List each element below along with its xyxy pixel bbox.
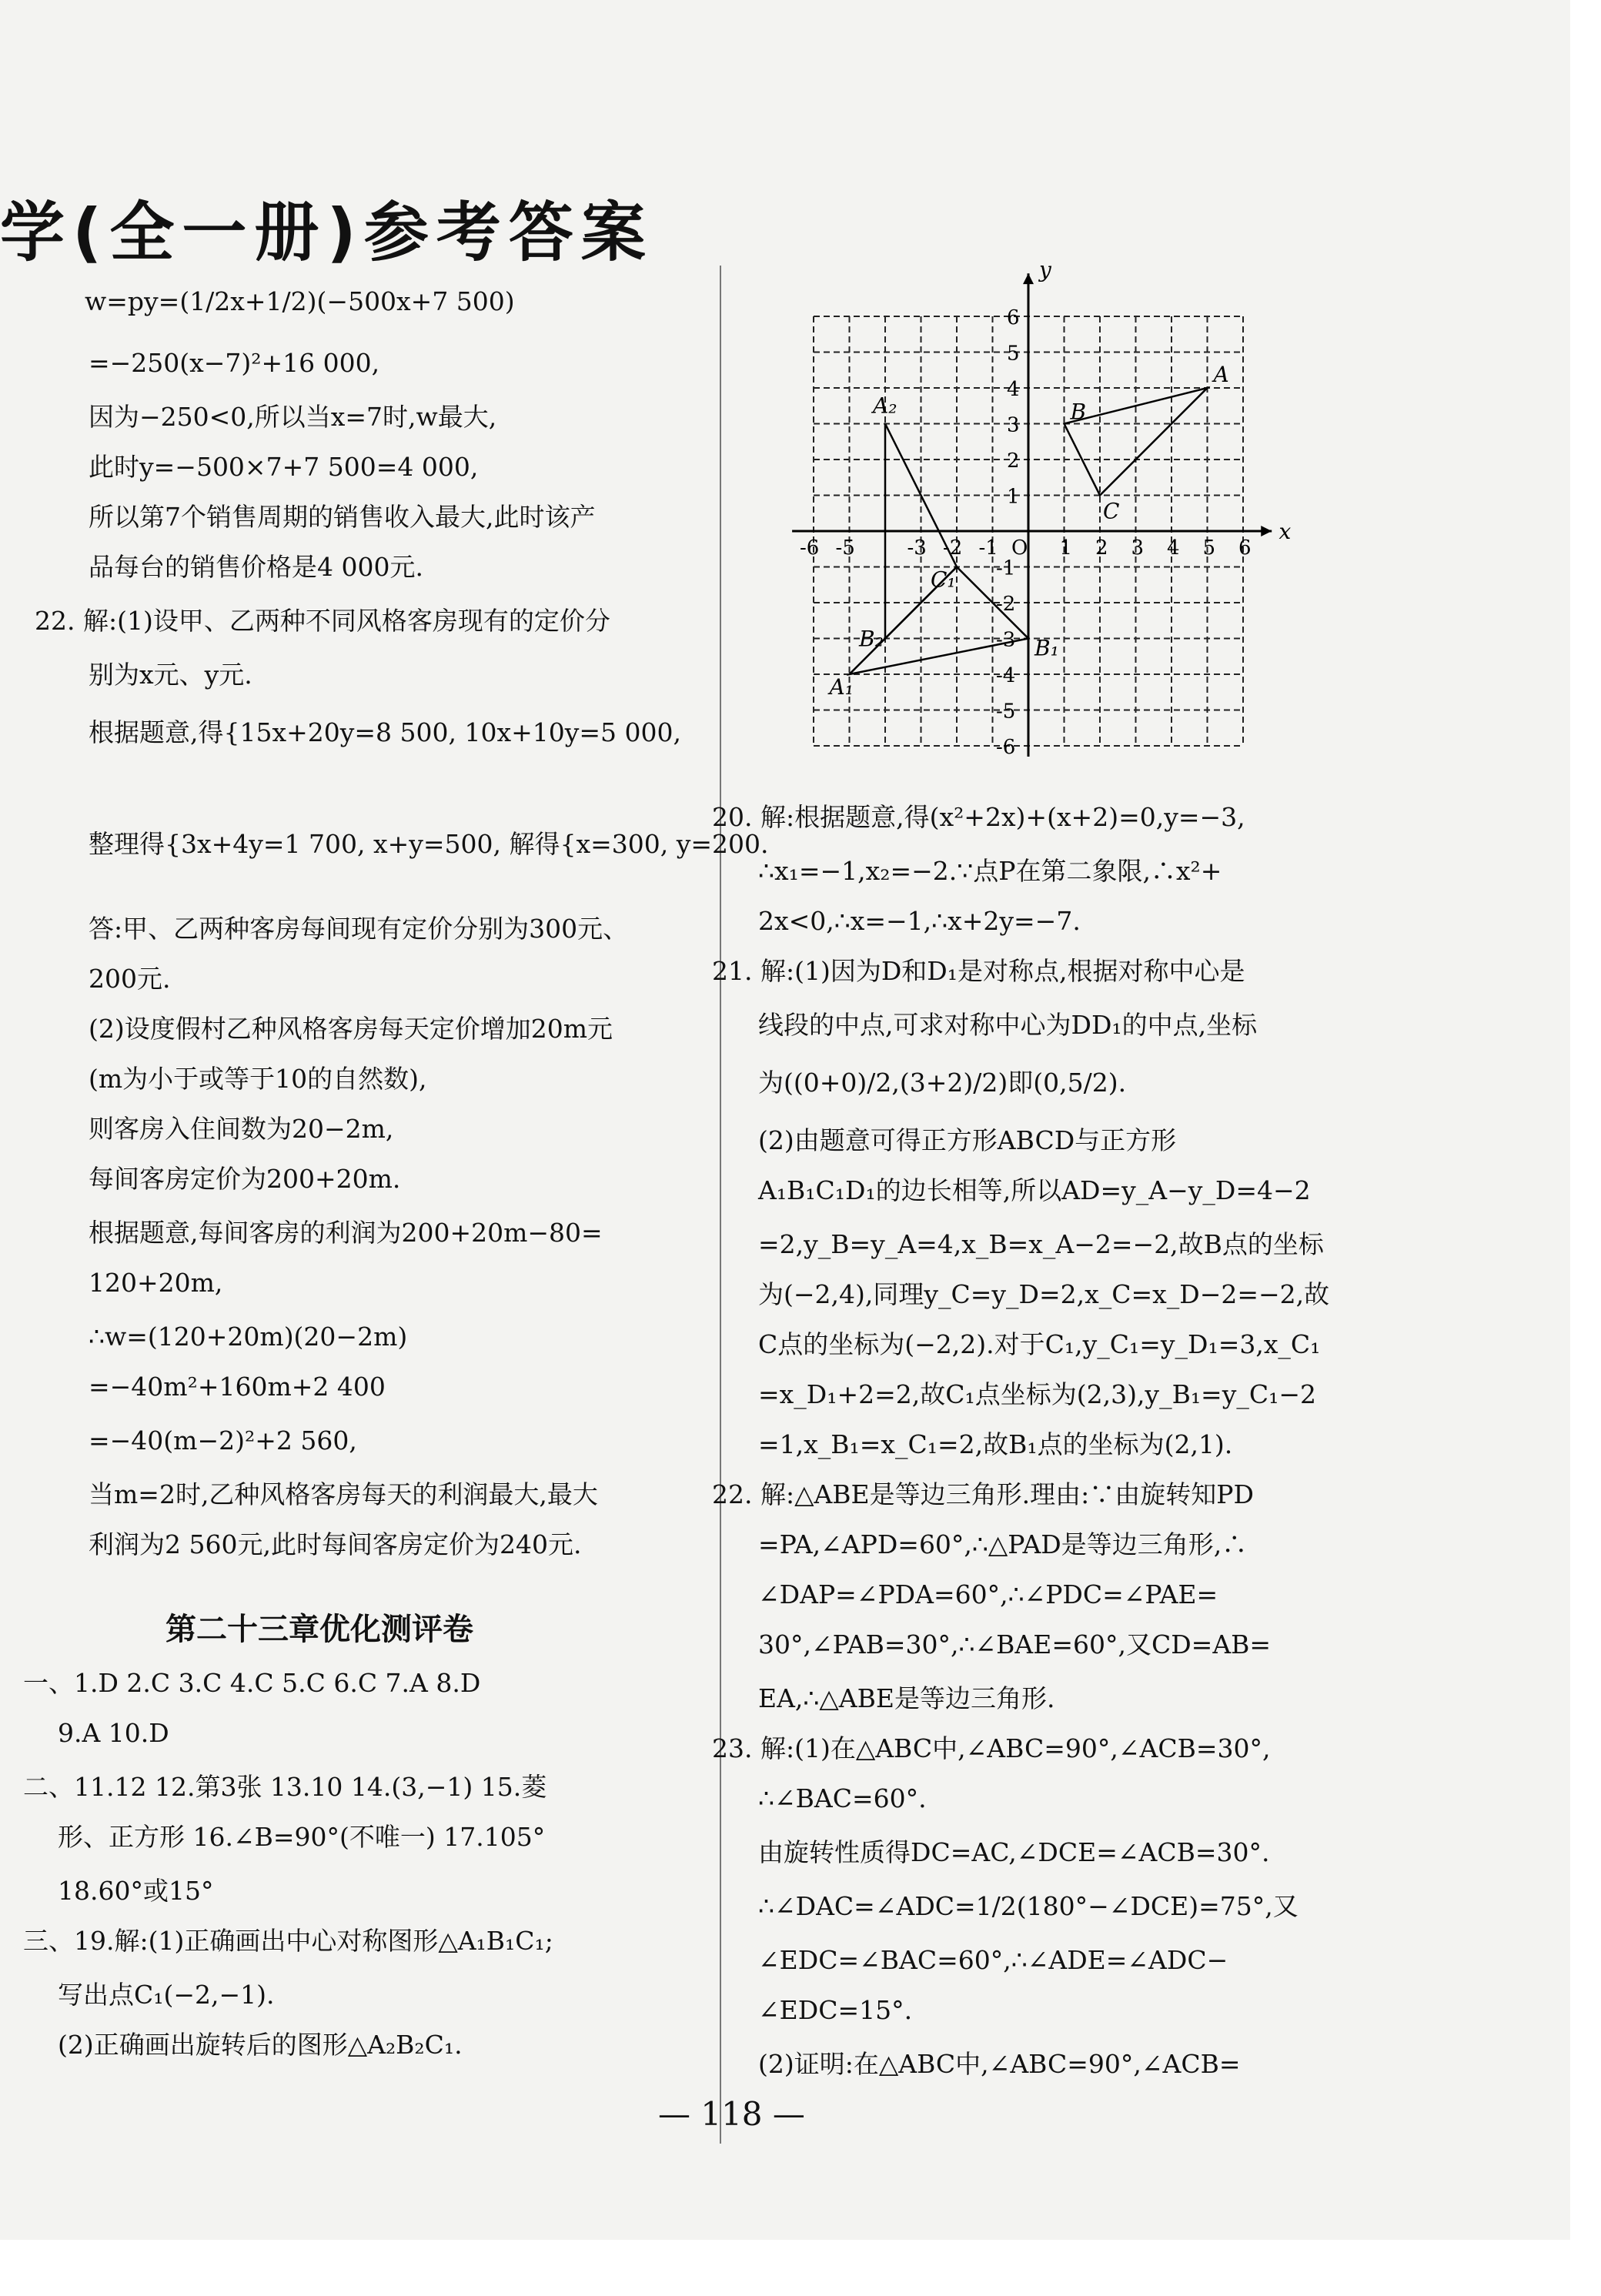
text-line: 则客房入住间数为20−2m, bbox=[89, 1114, 394, 1144]
text-line: 别为x元、y元. bbox=[89, 660, 252, 690]
text-line: (2)证明:在△ABC中,∠ABC=90°,∠ACB= bbox=[758, 2049, 1241, 2079]
text-line: =−40m²+160m+2 400 bbox=[89, 1372, 386, 1402]
x-tick-label: -5 bbox=[835, 536, 855, 560]
x-tick-label: -1 bbox=[978, 536, 998, 560]
text-line: =2,y_B=y_A=4,x_B=x_A−2=−2,故B点的坐标 bbox=[758, 1229, 1324, 1259]
text-line: C点的坐标为(−2,2).对于C₁,y_C₁=y_D₁=3,x_C₁ bbox=[758, 1329, 1321, 1359]
text-line: 120+20m, bbox=[89, 1268, 223, 1298]
text-line: 根据题意,每间客房的利润为200+20m−80= bbox=[89, 1218, 603, 1248]
x-tick-label: 1 bbox=[1059, 536, 1073, 560]
section-title: 第二十三章优化测评卷 bbox=[165, 1612, 473, 1647]
y-tick-label: 4 bbox=[1007, 378, 1020, 401]
text-line: ∠EDC=15°. bbox=[758, 1995, 913, 2025]
text-line: =−40(m−2)²+2 560, bbox=[89, 1425, 357, 1455]
text-line: w=py=(1/2x+1/2)(−500x+7 500) bbox=[85, 286, 515, 316]
text-line: =−250(x−7)²+16 000, bbox=[89, 348, 380, 378]
text-line: ∴w=(120+20m)(20−2m) bbox=[89, 1322, 408, 1352]
y-tick-label: -2 bbox=[996, 593, 1016, 616]
text-line: =x_D₁+2=2,故C₁点坐标为(2,3),y_B₁=y_C₁−2 bbox=[758, 1379, 1316, 1409]
point-label: B₁ bbox=[1034, 635, 1059, 661]
text-line: 线段的中点,可求对称中心为DD₁的中点,坐标 bbox=[758, 1010, 1258, 1040]
x-axis-label: x bbox=[1278, 519, 1292, 544]
text-line: ∠EDC=∠BAC=60°,∴∠ADE=∠ADC− bbox=[758, 1945, 1228, 1975]
y-tick-label: 3 bbox=[1007, 413, 1020, 437]
y-tick-label: -4 bbox=[996, 664, 1016, 687]
text-line: 三、19.解:(1)正确画出中心对称图形△A₁B₁C₁; bbox=[23, 1926, 553, 1956]
y-tick-label: 5 bbox=[1007, 342, 1020, 366]
text-line: ∠DAP=∠PDA=60°,∴∠PDC=∠PAE= bbox=[758, 1579, 1218, 1609]
text-line: EA,∴△ABE是等边三角形. bbox=[758, 1683, 1055, 1713]
text-line: A₁B₁C₁D₁的边长相等,所以AD=y_A−y_D=4−2 bbox=[758, 1175, 1311, 1205]
point-label: B bbox=[1070, 399, 1087, 425]
text-line: 21. 解:(1)因为D和D₁是对称点,根据对称中心是 bbox=[712, 956, 1245, 986]
origin-label: O bbox=[1011, 536, 1028, 560]
text-line: (2)由题意可得正方形ABCD与正方形 bbox=[758, 1125, 1177, 1155]
text-line: 当m=2时,乙种风格客房每天的利润最大,最大 bbox=[89, 1479, 598, 1509]
text-line: 二、11.12 12.第3张 13.10 14.(3,−1) 15.菱 bbox=[23, 1772, 547, 1802]
x-tick-label: 6 bbox=[1238, 536, 1252, 560]
text-line: ∴∠BAC=60°. bbox=[758, 1783, 927, 1813]
x-tick-label: -3 bbox=[907, 536, 927, 560]
text-line: (m为小于或等于10的自然数), bbox=[89, 1064, 427, 1094]
y-tick-label: -3 bbox=[996, 628, 1016, 652]
text-line: 22. 解:(1)设甲、乙两种不同风格客房现有的定价分 bbox=[35, 606, 610, 636]
text-line: 品每台的销售价格是4 000元. bbox=[89, 552, 423, 582]
y-tick-label: 1 bbox=[1007, 485, 1020, 509]
text-line: ∴x₁=−1,x₂=−2.∵点P在第二象限,∴x²+ bbox=[758, 856, 1222, 886]
point-label: B₂ bbox=[859, 626, 884, 652]
text-line: 答:甲、乙两种客房每间现有定价分别为300元、 bbox=[89, 914, 629, 944]
text-line: 23. 解:(1)在△ABC中,∠ABC=90°,∠ACB=30°, bbox=[712, 1733, 1271, 1763]
text-line: 为(−2,4),同理y_C=y_D=2,x_C=x_D−2=−2,故 bbox=[758, 1279, 1330, 1309]
text-line: 20. 解:根据题意,得(x²+2x)+(x+2)=0,y=−3, bbox=[712, 802, 1245, 832]
x-tick-label: 4 bbox=[1167, 536, 1180, 560]
text-line: =PA,∠APD=60°,∴△PAD是等边三角形,∴ bbox=[758, 1529, 1248, 1559]
point-label: A bbox=[1213, 362, 1229, 387]
text-line: ∴∠DAC=∠ADC=1/2(180°−∠DCE)=75°,又 bbox=[758, 1891, 1299, 1921]
text-line: 一、1.D 2.C 3.C 4.C 5.C 6.C 7.A 8.D bbox=[23, 1668, 481, 1698]
text-line: 9.A 10.D bbox=[58, 1718, 169, 1748]
x-tick-label: 5 bbox=[1202, 536, 1216, 560]
text-line: 写出点C₁(−2,−1). bbox=[58, 1980, 275, 2010]
x-tick-label: 2 bbox=[1095, 536, 1108, 560]
text-line: 2x<0,∴x=−1,∴x+2y=−7. bbox=[758, 906, 1081, 936]
text-line: 200元. bbox=[89, 964, 171, 994]
y-tick-label: 6 bbox=[1007, 306, 1020, 329]
text-line: 整理得{3x+4y=1 700, x+y=500, 解得{x=300, y=200. bbox=[89, 829, 769, 859]
y-tick-label: -5 bbox=[996, 700, 1016, 724]
text-line: 因为−250<0,所以当x=7时,w最大, bbox=[89, 402, 497, 432]
text-line: 形、正方形 16.∠B=90°(不唯一) 17.105° bbox=[58, 1822, 546, 1852]
x-tick-label: -6 bbox=[800, 536, 820, 560]
text-line: 由旋转性质得DC=AC,∠DCE=∠ACB=30°. bbox=[758, 1837, 1270, 1867]
text-line: 18.60°或15° bbox=[58, 1876, 214, 1906]
answer-list bbox=[23, 0, 716, 2296]
y-tick-label: -6 bbox=[996, 736, 1016, 759]
point-label: A₁ bbox=[829, 674, 854, 700]
text-line: 为((0+0)/2,(3+2)/2)即(0,5/2). bbox=[758, 1068, 1127, 1098]
x-tick-label: -2 bbox=[943, 536, 963, 560]
text-line: 此时y=−500×7+7 500=4 000, bbox=[89, 452, 479, 482]
text-line: 利润为2 560元,此时每间客房定价为240元. bbox=[89, 1529, 582, 1559]
point-label: A₂ bbox=[873, 393, 897, 419]
point-label: C bbox=[1103, 498, 1120, 524]
page-title: 学(全一册)参考答案 bbox=[0, 195, 653, 270]
y-axis-label: y bbox=[1039, 266, 1051, 282]
y-tick-label: 2 bbox=[1007, 450, 1020, 473]
text-line: (2)设度假村乙种风格客房每天定价增加20m元 bbox=[89, 1014, 613, 1044]
page-number: — 118 — bbox=[658, 2095, 805, 2133]
right-column bbox=[712, 0, 1547, 2296]
y-tick-label: -1 bbox=[996, 556, 1016, 580]
text-line: 根据题意,得{15x+20y=8 500, 10x+10y=5 000, bbox=[89, 717, 681, 747]
text-line: 22. 解:△ABE是等边三角形.理由:∵由旋转知PD bbox=[712, 1479, 1254, 1509]
point-label: C₁ bbox=[931, 566, 956, 593]
text-line: 所以第7个销售周期的销售收入最大,此时该产 bbox=[89, 502, 596, 532]
text-line: (2)正确画出旋转后的图形△A₂B₂C₁. bbox=[58, 2030, 463, 2060]
text-line: 30°,∠PAB=30°,∴∠BAE=60°,又CD=AB= bbox=[758, 1629, 1272, 1659]
text-line: =1,x_B₁=x_C₁=2,故B₁点的坐标为(2,1). bbox=[758, 1429, 1233, 1459]
x-tick-label: 3 bbox=[1131, 536, 1145, 560]
text-line: 每间客房定价为200+20m. bbox=[89, 1164, 401, 1194]
